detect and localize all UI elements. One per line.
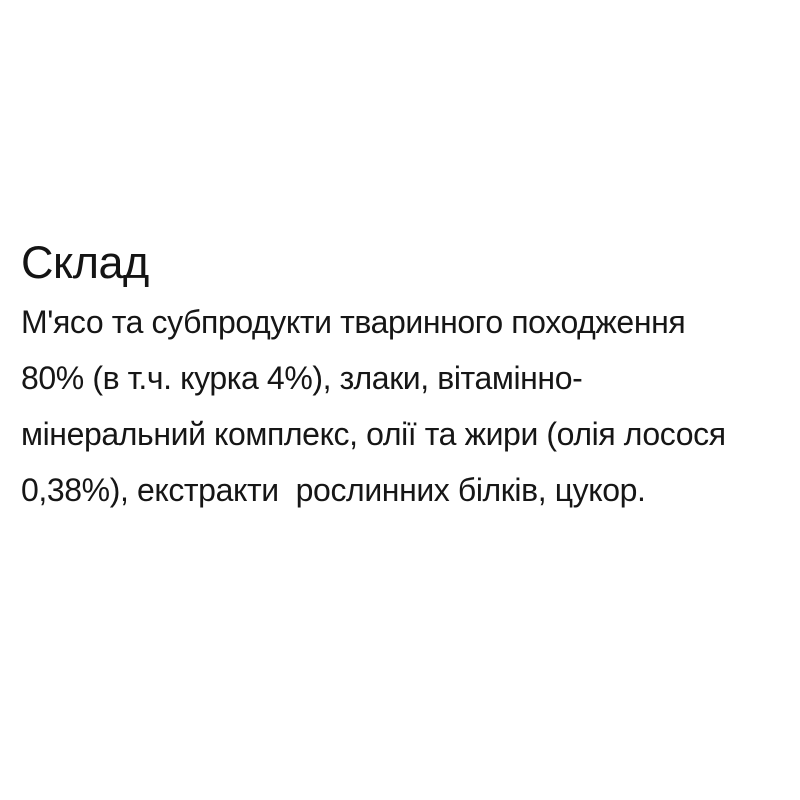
- ingredients-section: [21, 237, 791, 518]
- ingredients-line-3: мінеральний комплекс, олії та жири (олія лосося: [21, 416, 726, 452]
- ingredients-text: [21, 294, 791, 518]
- ingredients-line-1: М'ясо та субпродукти тваринного походження: [21, 304, 686, 340]
- ingredients-heading: Склад: [21, 237, 149, 288]
- ingredients-line-2: 80% (в т.ч. курка 4%), злаки, вітамінно-: [21, 360, 583, 396]
- ingredients-line-4: 0,38%), екстракти рослинних білків, цукор.: [21, 472, 646, 508]
